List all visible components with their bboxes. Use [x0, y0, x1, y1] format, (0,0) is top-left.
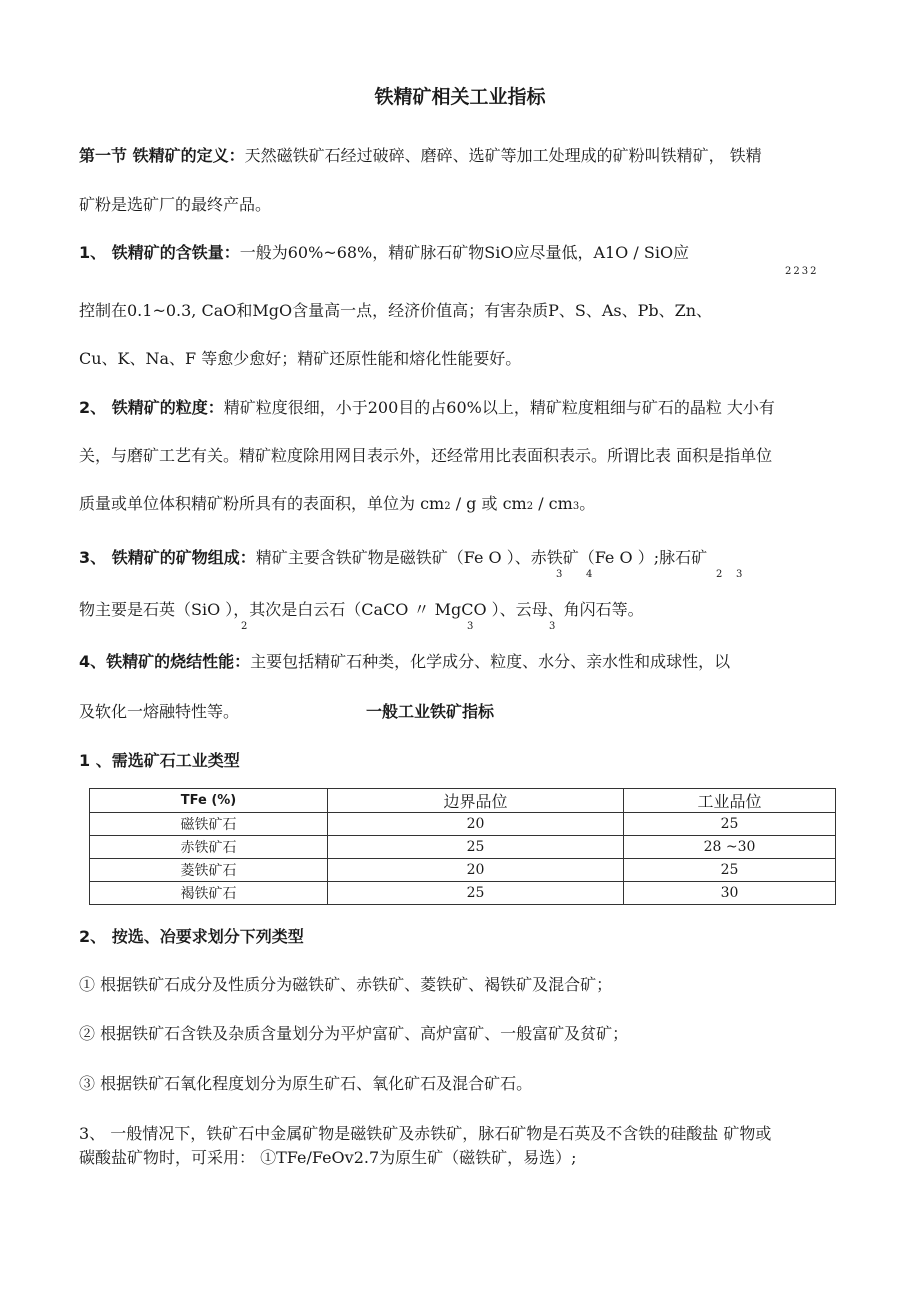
subscript: 4	[586, 569, 593, 580]
mineral-composition-text: 精矿主要含铁矿物是磁铁矿（Fe O ）、赤铁矿（Fe O ）;脉石矿	[255, 548, 708, 567]
granularity-text-3: 质量或单位体积精矿粉所具有的表面积，单位为 cm2 / g 或 cm2 / cm3。	[79, 494, 596, 513]
subscript: 2	[241, 621, 248, 632]
boundary-grade-cell: 20	[328, 859, 624, 882]
sintering-text-2: 及软化一熔融特性等。	[79, 702, 240, 721]
list-item: ③ 根据铁矿石氧化程度划分为原生矿石、氧化矿石及混合矿石。	[79, 1074, 533, 1093]
table-row	[90, 859, 836, 882]
column-header: TFe (%)	[90, 789, 328, 813]
subscript: 3	[549, 621, 556, 632]
iron-content-text: 一般为60%~68%，精矿脉石矿物SiO应尽量低，A1O / SiO应	[239, 243, 690, 262]
subscript: 3	[736, 569, 743, 580]
list-item: ② 根据铁矿石含铁及杂质含量划分为平炉富矿、高炉富矿、一般富矿及贫矿；	[79, 1024, 629, 1043]
subscript: 3	[556, 569, 563, 580]
ore-judgement-text: 3、 一般情况下，铁矿石中金属矿物是磁铁矿及赤铁矿，脉石矿物是石英及不含铁的硅酸盐 矿物或	[79, 1124, 772, 1143]
ore-type-heading: 1 、需选矿石工业类型	[79, 751, 240, 770]
column-header: 工业品位	[624, 789, 836, 813]
ore-name-cell: 褐铁矿石	[90, 882, 328, 905]
industrial-grade-cell: 28 ~30	[624, 836, 836, 859]
iron-content-text-3: Cu、K、Na、F 等愈少愈好；精矿还原性能和熔化性能要好。	[79, 349, 522, 368]
subscript: 2	[716, 569, 723, 580]
mineral-composition-heading: 3、 铁精矿的矿物组成：	[79, 548, 256, 567]
column-header: 边界品位	[328, 789, 624, 813]
subscript: 3	[467, 621, 474, 632]
ore-name-cell: 菱铁矿石	[90, 859, 328, 882]
list-item: ① 根据铁矿石成分及性质分为磁铁矿、赤铁矿、菱铁矿、褐铁矿及混合矿；	[79, 975, 613, 994]
granularity-paragraph	[79, 398, 775, 418]
granularity-text: 精矿粒度很细，小于200目的占60%以上，精矿粒度粗细与矿石的晶粒 大小有	[223, 398, 775, 417]
granularity-text-2: 关，与磨矿工艺有关。精矿粒度除用网目表示外，还经常用比表面积表示。所谓比表 面积是指单位	[79, 446, 773, 465]
sintering-paragraph	[79, 652, 730, 672]
boundary-grade-cell: 25	[328, 882, 624, 905]
ore-name-cell: 磁铁矿石	[90, 813, 328, 836]
table-row	[90, 836, 836, 859]
iron-content-heading: 1、 铁精矿的含铁量：	[79, 243, 240, 262]
table-row	[90, 882, 836, 905]
granularity-heading: 2、 铁精矿的粒度：	[79, 398, 224, 417]
sintering-text: 主要包括精矿石种类，化学成分、粒度、水分、亲水性和成球性，以	[250, 652, 731, 671]
definition-paragraph	[79, 146, 762, 166]
industrial-grade-cell: 30	[624, 882, 836, 905]
section-subtitle: 一般工业铁矿指标	[366, 702, 495, 721]
mineral-composition-paragraph	[79, 548, 707, 568]
ore-grade-table	[89, 788, 836, 905]
boundary-grade-cell: 25	[328, 836, 624, 859]
sintering-heading: 4、铁精矿的烧结性能：	[79, 652, 251, 671]
iron-content-subscripts: 2232	[785, 266, 819, 277]
iron-content-paragraph	[79, 243, 689, 263]
definition-text: 天然磁铁矿石经过破碎、磨碎、选矿等加工处理成的矿粉叫铁精矿， 铁精	[244, 146, 762, 165]
table-header-row	[90, 789, 836, 813]
mineral-composition-text-2: 物主要是石英（SiO ），其次是白云石（CaCO 〃 MgCO ）、云母、角闪石等。	[79, 600, 644, 619]
boundary-grade-cell: 20	[328, 813, 624, 836]
industrial-grade-cell: 25	[624, 859, 836, 882]
classification-heading: 2、 按选、冶要求划分下列类型	[79, 927, 304, 946]
ore-name-cell: 赤铁矿石	[90, 836, 328, 859]
definition-heading: 第一节 铁精矿的定义：	[79, 146, 245, 165]
iron-content-text-2: 控制在0.1~0.3, CaO和MgO含量高一点，经济价值高；有害杂质P、S、As、Pb、Zn、	[79, 301, 713, 320]
page-title: 铁精矿相关工业指标	[374, 86, 546, 108]
definition-text-2: 矿粉是选矿厂的最终产品。	[79, 195, 272, 214]
table-row	[90, 813, 836, 836]
industrial-grade-cell: 25	[624, 813, 836, 836]
ore-judgement-text-2: 碳酸盐矿物时，可采用： ①TFe/FeOv2.7为原生矿（磁铁矿，易选）;	[79, 1148, 577, 1167]
